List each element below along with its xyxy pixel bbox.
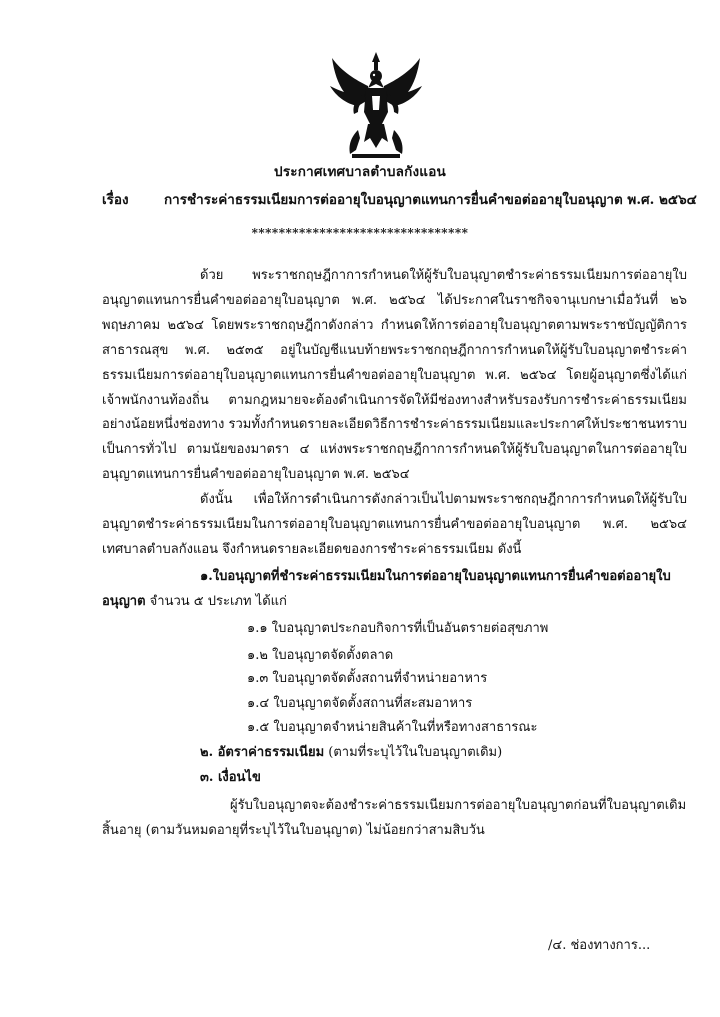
paragraph-3 — [102, 794, 687, 844]
section-1-tail: จำนวน ๕ ประเภท ได้แก่ — [149, 593, 287, 609]
list-item: ๑.๕ ใบอนุญาตจำหน่ายสินค้าในที่หรือทางสาธารณะ — [247, 720, 538, 735]
subject-label: เรื่อง — [102, 192, 129, 208]
announcement-title: ประกาศเทศบาลตำบลกังแอน — [274, 164, 446, 180]
continuation-note: /๔. ช่องทางการ... — [548, 938, 651, 953]
paragraph-1 — [102, 264, 687, 488]
paragraph-2-text: ดังนั้น เพื่อให้การดำเนินการดังกล่าวเป็นไปตามพระราชกฤษฎีกาการกำหนดให้ผู้รับใบอนุญาตชำระค่าธรรมเนียมในการต่ออายุใบอนุญาตแทนการยื่นคำขอต่ออายุใบอนุญาต พ.ศ. ๒๕๖๔ เทศบาลตำบลกังแอน จึงกำหนดรายละเอียดของการชำระค่าธรรมเนียม ดังนี้ — [102, 492, 687, 557]
list-item: ๑.๒ ใบอนุญาตจัดตั้งตลาด — [247, 648, 394, 663]
section-3-heading: ๓. เงื่อนไข — [200, 770, 261, 785]
section-3 — [200, 766, 261, 787]
section-2-heading: ๒. อัตราค่าธรรมเนียม — [200, 745, 325, 760]
paragraph-3-text: ผู้รับใบอนุญาตจะต้องชำระค่าธรรมเนียมการต่ออายุใบอนุญาตก่อนที่ใบอนุญาตเดิมสิ้นอายุ (ตามวันหมดอายุที่ระบุไว้ในใบอนุญาต) ไม่น้อยกว่าสามสิบวัน — [102, 798, 687, 838]
section-2 — [200, 741, 502, 762]
section-2-tail: (ตามที่ระบุไว้ในใบอนุญาตเดิม) — [328, 745, 503, 760]
list-item: ๑.๔ ใบอนุญาตจัดตั้งสถานที่สะสมอาหาร — [247, 696, 473, 711]
section-1 — [102, 565, 687, 615]
section-1-heading: ๑.ใบอนุญาตที่ชำระค่าธรรมเนียมในการต่ออายุใบอนุญาตแทนการยื่นคำขอต่ออายุใบอนุญาต — [102, 569, 671, 609]
paragraph-2 — [102, 488, 687, 563]
list-item: ๑.๓ ใบอนุญาตจัดตั้งสถานที่จำหน่ายอาหาร — [247, 671, 488, 686]
paragraph-1-text: ด้วย พระราชกฤษฎีกาการกำหนดให้ผู้รับใบอนุญาตชำระค่าธรรมเนียมการต่ออายุใบอนุญาตแทนการยื่นคำขอต่ออายุใบอนุญาต พ.ศ. ๒๕๖๔ ได้ประกาศในราชกิจจานุเบกษาเมื่อวันที่ ๒๖ พฤษภาคม ๒๕๖๔ โดยพระราชกฤษฎีกาดังกล่าว กำหนดให้การต่ออายุใบอนุญาตตามพระราชบัญญัติการสาธารณสุข พ.ศ. ๒๕๓๕ อยู่ในบัญชีแนบท้ายพระราชกฤษฎีกาการกำหนดให้ผู้รับใบอนุญาตชำระค่าธรรมเนียมการต่ออายุใบอนุญาตแทนการยื่นคำขอต่ออายุใบอนุญาต พ.ศ. ๒๕๖๔ โดยผู้อนุญาตซึ่งได้แก่ เจ้าพนักงานท้องถิ่น ตามกฎหมายจะต้องดำเนินการจัดให้มีช่องทางสำหรับรองรับการชำระค่าธรรมเนียมอย่างน้อยหนึ่งช่องทาง รวมทั้งกำหนดรายละเอียดวิธีการชำระค่าธรรมเนียมและประกาศให้ประชาชนทราบเป็นการทั่วไป ตามนัยของมาตรา ๔ แห่งพระราชกฤษฎีกาการกำหนดให้ผู้รับใบอนุญาตในการต่ออายุใบอนุญาตแทนการยื่นคำขอต่ออายุใบอนุญาต พ.ศ. ๒๕๖๔ — [102, 268, 688, 483]
separator-stars: ******************************** — [251, 226, 469, 240]
garuda-emblem-icon — [328, 50, 424, 160]
subject-line — [102, 188, 697, 210]
subject-text: การชำระค่าธรรมเนียมการต่ออายุใบอนุญาตแทนการยื่นคำขอต่ออายุใบอนุญาต พ.ศ. ๒๕๖๔ — [164, 192, 697, 208]
list-item: ๑.๑ ใบอนุญาตประกอบกิจการที่เป็นอันตรายต่อสุขภาพ — [247, 621, 549, 636]
